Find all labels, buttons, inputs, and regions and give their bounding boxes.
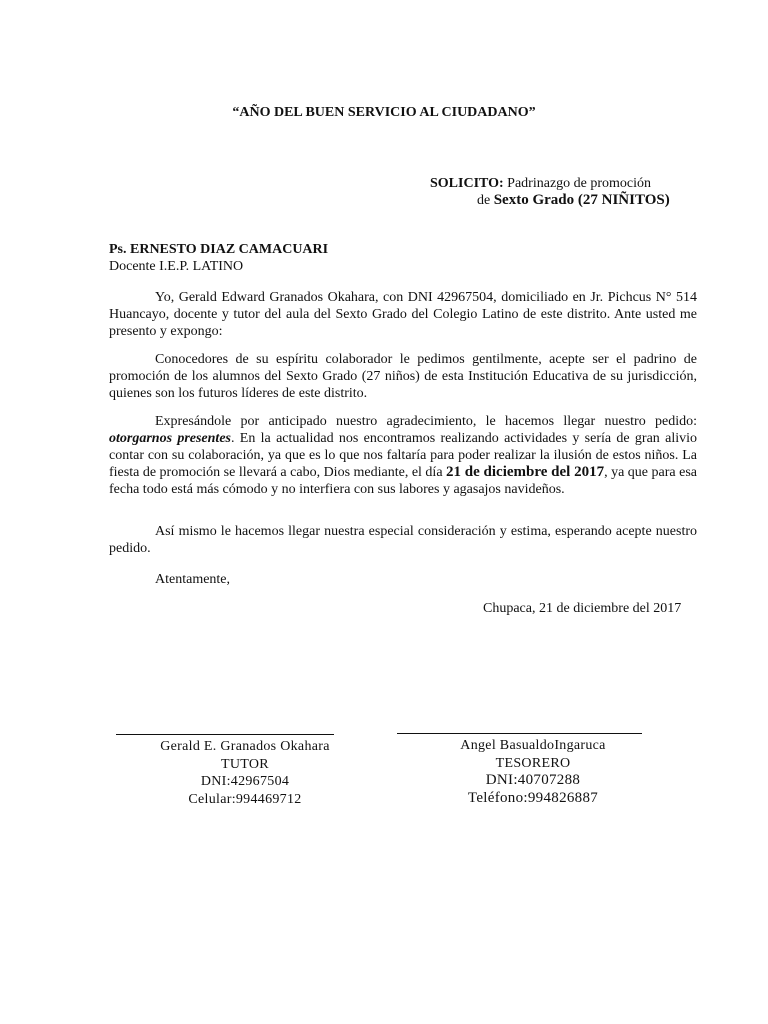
signer-contact: Teléfono:994826887 — [467, 789, 599, 806]
place-and-date: Chupaca, 21 de diciembre del 2017 — [483, 601, 682, 616]
subject-line-1 — [430, 175, 651, 192]
subject-text-1: Padrinazgo de promoción — [503, 176, 652, 191]
details-text-c: , ya que para esa fecha todo está más cómodo y no interfiera con sus labores y agasajos navideños. — [109, 465, 697, 497]
signature-line-treasurer — [397, 733, 642, 734]
recipient-name: Ps. ERNESTO DIAZ CAMACUARI — [109, 242, 329, 257]
recipient-position: Docente I.E.P. LATINO — [109, 259, 244, 274]
signer-name: Angel BasualdoIngaruca — [460, 738, 606, 753]
year-motto: “AÑO DEL BUEN SERVICIO AL CIUDADANO” — [232, 105, 536, 120]
signer-id: DNI:40707288 — [485, 772, 581, 788]
event-date: 21 de diciembre del 2017 — [446, 464, 605, 480]
paragraph-details — [109, 413, 697, 498]
details-text-b: . En la actualidad nos encontramos realizando actividades y sería de gran alivio contar con su colaboración, ya que es lo que nos faltaría para poder realizar la ilusión de estos niños. La fiesta de promoción se llevará a cabo, Dios mediante, el día — [109, 431, 697, 480]
subject-grade: Sexto Grado (27 NIÑITOS) — [493, 192, 670, 208]
details-text-a: Expresándole por anticipado nuestro agradecimiento, le hacemos llegar nuestro pedido: — [155, 414, 697, 429]
subject-label: SOLICITO: — [430, 176, 504, 191]
subject-line-2 — [477, 192, 670, 209]
signer-id: DNI:42967504 — [200, 774, 290, 789]
paragraph-request: Conocedores de su espíritu colaborador le pedimos gentilmente, acepte ser el padrino de promoción de los alumnos del Sexto Grado (27 niños) de esta Institución Educativa de su jurisdicción, quienes son los futuros líderes de este distrito. — [109, 352, 697, 401]
paragraph-closing: Así mismo le hacemos llegar nuestra especial consideración y estima, esperando acepte nuestro pedido. — [109, 524, 697, 556]
paragraph-introduction: Yo, Gerald Edward Granados Okahara, con DNI 42967504, domiciliado en Jr. Pichcus N° 514 Huancayo, docente y tutor del aula del Sexto Grado del Colegio Latino de este distrito. Ante usted me presento y expongo: — [109, 290, 697, 339]
closing-salutation: Atentamente, — [155, 572, 231, 587]
signer-contact: Celular:994469712 — [188, 791, 302, 807]
signature-block-treasurer — [400, 737, 666, 807]
signer-role: TUTOR — [221, 756, 269, 772]
signature-line-tutor — [116, 734, 334, 735]
signer-name: Gerald E. Granados Okahara — [160, 739, 330, 754]
details-emphasis: otorgarnos presentes — [109, 431, 231, 446]
signature-block-tutor — [116, 738, 374, 808]
subject-text-2-prefix: de — [477, 193, 494, 208]
signer-role: TESORERO — [495, 755, 571, 771]
